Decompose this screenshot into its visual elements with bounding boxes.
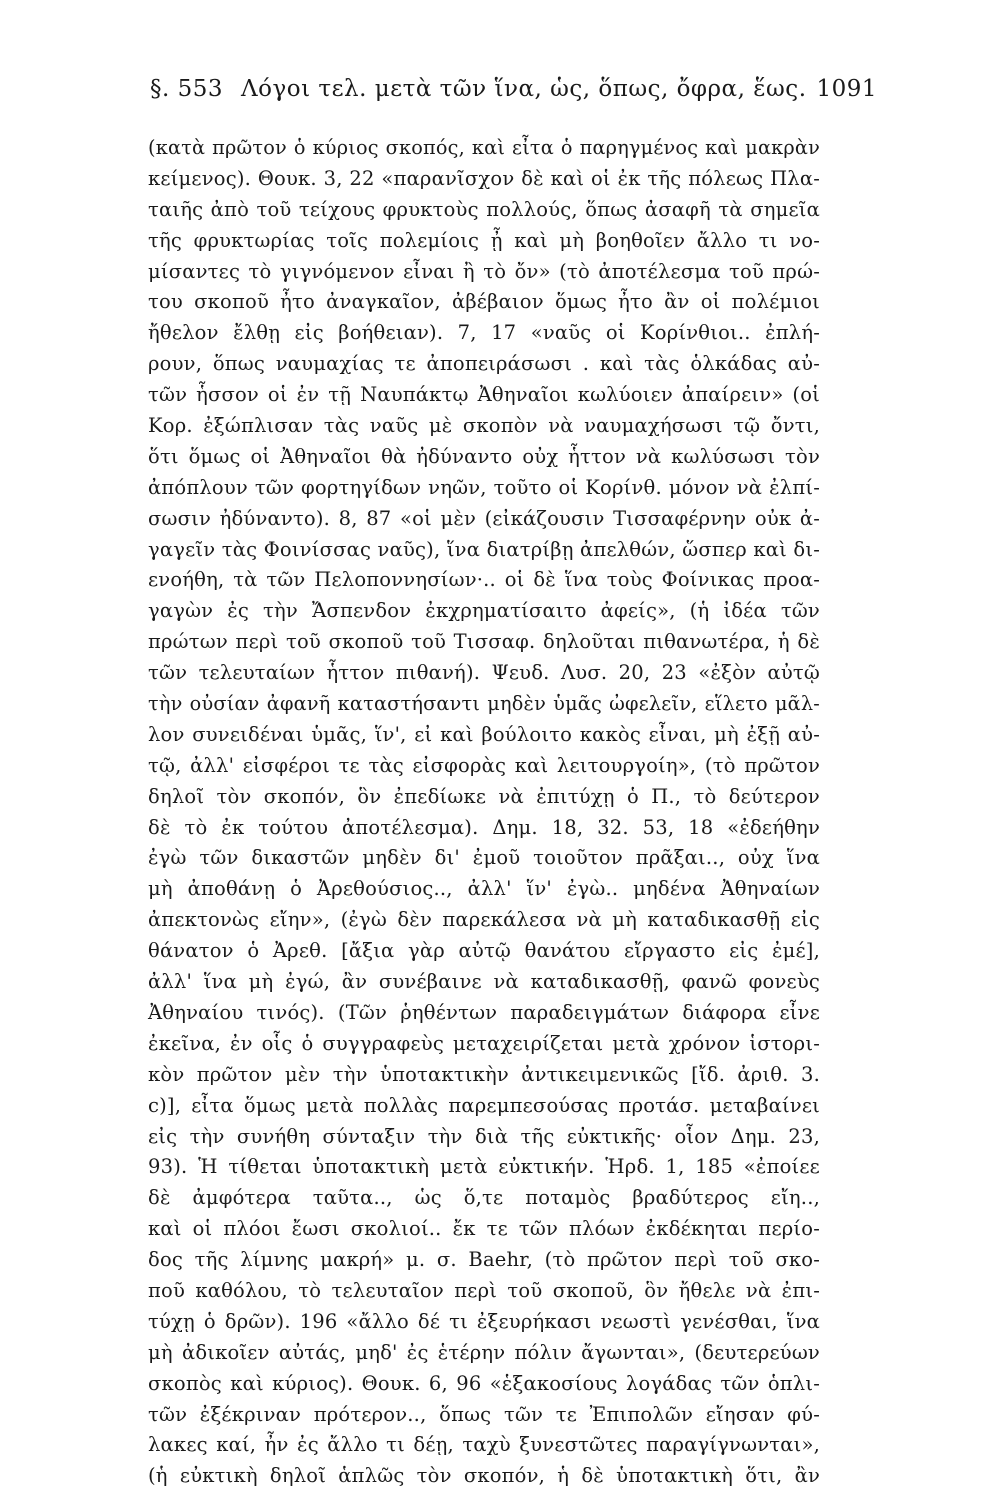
text-line: (ἡ εὐκτικὴ δηλοῖ ἁπλῶς τὸν σκοπόν, ἡ δὲ ὑποτακτικὴ ὅτι, ἂν — [148, 1464, 820, 1488]
text-line: ἤθελον ἔλθῃ εἰς βοήθειαν). 7, 17 «ναῦς οἱ Κορίνθιοι.. ἐπλή- — [148, 321, 820, 345]
text-line: τῆς φρυκτωρίας τοῖς πολεμίοις ᾖ καὶ μὴ βοηθοῖεν ἄλλο τι νο- — [148, 228, 820, 252]
text-line: μὴ ἀποθάνῃ ὁ Ἀρεθούσιος.., ἀλλ' ἵν' ἐγὼ.. μηδένα Ἀθηναίων — [148, 877, 820, 901]
text-line: ταιῆς ἀπὸ τοῦ τείχους φρυκτοὺς πολλούς, ὅπως ἀσαφῆ τὰ σημεῖα — [148, 197, 820, 221]
running-head-title: Λόγοι τελ. μετὰ τῶν ἵνα, ὡς, ὅπως, ὄφρα, ἕως. — [241, 76, 807, 102]
text-line: 93). Ἡ τίθεται ὑποτακτικὴ μετὰ εὐκτικήν. Ἡρδ. 1, 185 «ἐποίεε — [148, 1155, 820, 1179]
text-line: ἀπεκτονὼς εἴην», (ἐγὼ δὲν παρεκάλεσα νὰ μὴ καταδικασθῇ εἰς — [148, 908, 820, 932]
text-line: καὶ οἱ πλόοι ἔωσι σκολιοί.. ἔκ τε τῶν πλόων ἐκδέκηται περίο- — [148, 1217, 820, 1241]
text-line: τῶν ἧσσον οἱ ἐν τῇ Ναυπάκτῳ Ἀθηναῖοι κωλύοιεν ἀπαίρειν» (οἱ — [148, 383, 820, 407]
text-line: ἐκεῖνα, ἐν οἷς ὁ συγγραφεὺς μεταχειρίζεται μετὰ χρόνον ἱστορι- — [148, 1031, 820, 1055]
text-line: γαγεῖν τὰς Φοινίσσας ναῦς), ἵνα διατρίβῃ ἀπελθών, ὥσπερ καὶ δι- — [148, 537, 820, 561]
text-line: ἀπόπλουν τῶν φορτηγίδων νηῶν, τοῦτο οἱ Κορίνθ. μόνον νὰ ἐλπί- — [148, 475, 820, 499]
text-line: τῶν τελευταίων ἧττον πιθανή). Ψευδ. Λυσ. 20, 23 «ἐξὸν αὐτῷ — [148, 661, 820, 685]
text-line: σκοπὸς καὶ κύριος). Θουκ. 6, 96 «ἑξακοσίους λογάδας τῶν ὁπλι- — [148, 1371, 820, 1395]
text-line: θάνατον ὁ Ἀρεθ. [ἄξια γὰρ αὐτῷ θανάτου εἴργαστο εἰς ἐμέ], — [148, 939, 820, 963]
text-line: του σκοποῦ ἦτο ἀναγκαῖον, ἀβέβαιον ὅμως ἦτο ἂν οἱ πολέμιοι — [148, 290, 820, 314]
text-line: τῷ, ἀλλ' εἰσφέροι τε τὰς εἰσφορὰς καὶ λειτουργοίη», (τὸ πρῶτον — [148, 753, 820, 777]
text-line: τύχῃ ὁ δρῶν). 196 «ἄλλο δέ τι ἐξευρήκασι νεωστὶ γενέσθαι, ἵνα — [148, 1309, 820, 1333]
text-line: δὲ ἀμφότερα ταῦτα.., ὡς ὅ,τε ποταμὸς βραδύτερος εἴη.., — [148, 1186, 820, 1210]
text-line: Κορ. ἐξώπλισαν τὰς ναῦς μὲ σκοπὸν νὰ ναυμαχήσωσι τῷ ὄντι, — [148, 414, 820, 438]
text-line: κείμενος). Θουκ. 3, 22 «παρανῖσχον δὲ καὶ οἱ ἐκ τῆς πόλεως Πλα- — [148, 166, 820, 190]
text-line: c)], εἶτα ὅμως μετὰ πολλὰς παρεμπεσούσας προτάσ. μεταβαίνει — [148, 1093, 820, 1117]
text-line: λον συνειδέναι ὑμᾶς, ἵν', εἰ καὶ βούλοιτο κακὸς εἶναι, μὴ ἐξῇ αὐ- — [148, 722, 820, 746]
text-line: δος τῆς λίμνης μακρή» μ. σ. Baehr, (τὸ πρῶτον περὶ τοῦ σκο- — [148, 1248, 820, 1272]
text-line: ρουν, ὅπως ναυμαχίας τε ἀποπειράσωσι . καὶ τὰς ὁλκάδας αὐ- — [148, 352, 820, 376]
text-line: εἰς τὴν συνήθη σύνταξιν τὴν διὰ τῆς εὐκτικῆς· οἷον Δημ. 23, — [148, 1124, 820, 1148]
text-line: δὲ τὸ ἐκ τούτου ἀποτέλεσμα). Δημ. 18, 32. 53, 18 «ἐδεήθην — [148, 815, 820, 839]
text-line: (κατὰ πρῶτον ὁ κύριος σκοπός, καὶ εἶτα ὁ παρηγμένος καὶ μακρὰν — [148, 136, 820, 159]
text-line: μὴ ἀδικοῖεν αὐτάς, μηδ' ἐς ἑτέρην πόλιν ἄγωνται», (δευτερεύων — [148, 1340, 820, 1364]
text-line: πρώτων περὶ τοῦ σκοποῦ τοῦ Τισσαφ. δηλοῦται πιθανωτέρα, ἡ δὲ — [148, 630, 820, 654]
body-text — [148, 133, 820, 1492]
text-line: Ἀθηναίου τινός). (Τῶν ῥηθέντων παραδειγμάτων διάφορα εἶνε — [148, 1000, 820, 1024]
page-number: 1091 — [816, 76, 878, 102]
text-line: ἐγὼ τῶν δικαστῶν μηδὲν δι' ἐμοῦ τοιοῦτον πρᾶξαι.., οὐχ ἵνα — [148, 846, 820, 870]
text-line: δηλοῖ τὸν σκοπόν, ὃν ἐπεδίωκε νὰ ἐπιτύχῃ ὁ Π., τὸ δεύτερον — [148, 784, 820, 808]
text-line: σωσιν ἠδύναντο). 8, 87 «οἱ μὲν (εἰκάζουσιν Τισσαφέρνην οὐκ ἀ- — [148, 506, 820, 530]
text-line: ενοήθη, τὰ τῶν Πελοποννησίων·.. οἱ δὲ ἵνα τοὺς Φοίνικας προα- — [148, 568, 820, 592]
text-line: τῶν ἐξέκριναν πρότερον.., ὅπως τῶν τε Ἐπιπολῶν εἴησαν φύ- — [148, 1402, 820, 1426]
text-line: τὴν οὐσίαν ἀφανῆ καταστήσαντι μηδὲν ὑμᾶς ὠφελεῖν, εἵλετο μᾶλ- — [148, 692, 820, 716]
text-line: ἀλλ' ἵνα μὴ ἐγώ, ἂν συνέβαινε νὰ καταδικασθῇ, φανῶ φονεὺς — [148, 970, 820, 994]
text-line: ποῦ καθόλου, τὸ τελευταῖον περὶ τοῦ σκοποῦ, ὃν ἤθελε νὰ ἐπι- — [148, 1278, 820, 1302]
text-line: λακες καί, ἦν ἐς ἄλλο τι δέῃ, ταχὺ ξυνεστῶτες παραγίγνωνται», — [148, 1433, 820, 1457]
section-number: §. 553 — [150, 76, 224, 102]
text-line: γαγὼν ἐς τὴν Ἄσπενδον ἐκχρηματίσαιτο ἀφείς», (ἡ ἰδέα τῶν — [148, 599, 820, 623]
running-head — [150, 76, 878, 112]
text-line: μίσαντες τὸ γιγνόμενον εἶναι ἢ τὸ ὄν» (τὸ ἀποτέλεσμα τοῦ πρώ- — [148, 259, 820, 283]
text-line: κὸν πρῶτον μὲν τὴν ὑποτακτικὴν ἀντικειμενικῶς [ἴδ. ἀριθ. 3. — [148, 1062, 820, 1086]
text-line: ὅτι ὅμως οἱ Ἀθηναῖοι θὰ ἠδύναντο οὐχ ἧττον νὰ κωλύσωσι τὸν — [148, 444, 820, 468]
